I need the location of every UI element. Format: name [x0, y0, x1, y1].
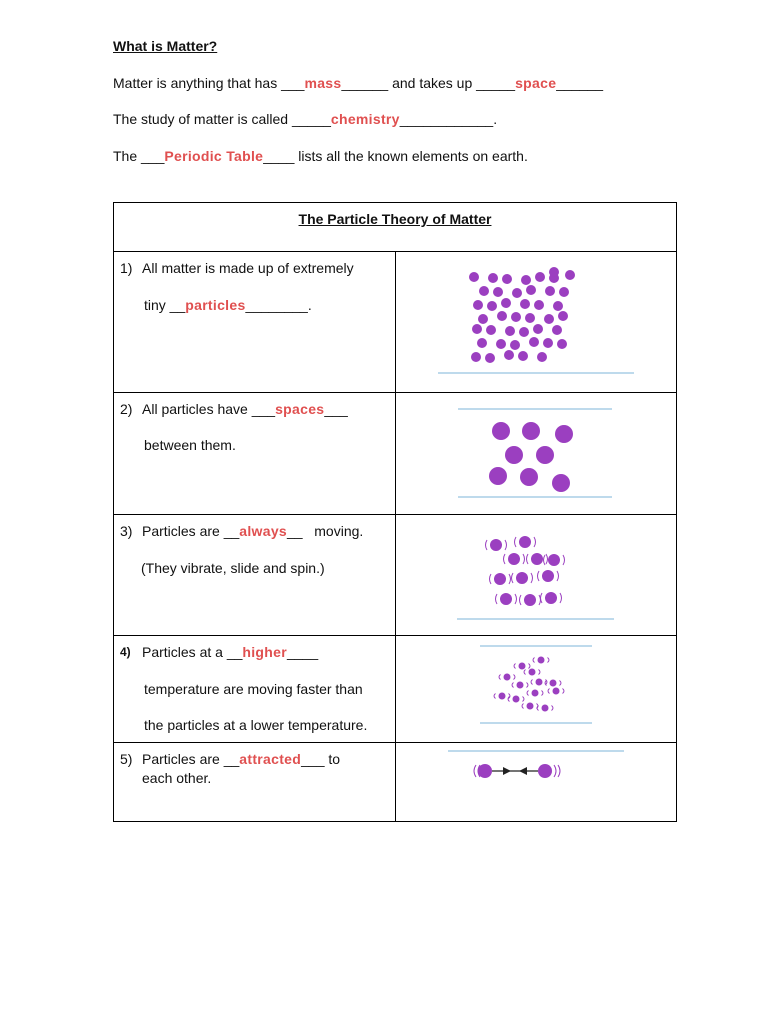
particle — [518, 351, 528, 361]
text: __ moving. — [287, 523, 364, 539]
particle — [537, 352, 547, 362]
particle — [512, 288, 522, 298]
particle — [518, 663, 525, 670]
text: ___ — [324, 401, 348, 417]
diagram-cell — [395, 743, 677, 822]
fast-particles-diagram — [396, 636, 677, 743]
particle-cluster — [494, 657, 564, 712]
particle — [478, 764, 492, 778]
dense-particles-diagram — [396, 252, 677, 393]
particle — [486, 325, 496, 335]
particle — [490, 539, 502, 551]
particle — [552, 325, 562, 335]
statement-number: 1) — [120, 260, 133, 276]
text: Particles are __ — [142, 523, 240, 539]
particle — [535, 679, 542, 686]
statement-cell — [114, 393, 396, 515]
particle — [534, 300, 544, 310]
statement-text — [142, 523, 363, 539]
particle — [485, 353, 495, 363]
particle — [479, 286, 489, 296]
statement-text: each other. — [142, 770, 212, 786]
particle — [531, 553, 543, 565]
statement-number: 5) — [120, 751, 133, 767]
particle — [498, 693, 505, 700]
text: Matter is anything that has ___ — [113, 75, 305, 91]
particle — [469, 272, 479, 282]
particle — [548, 554, 560, 566]
particle — [559, 287, 569, 297]
particle — [520, 468, 538, 486]
table-row — [114, 515, 677, 636]
statement-cell — [114, 636, 396, 743]
particle — [535, 272, 545, 282]
statement-number: 4) — [120, 645, 131, 659]
answer-spaces: spaces — [275, 401, 325, 417]
particle — [471, 352, 481, 362]
statement-cell — [114, 515, 396, 636]
particle — [488, 273, 498, 283]
particle — [512, 696, 519, 703]
particle — [487, 301, 497, 311]
particle — [492, 422, 510, 440]
particle — [553, 301, 563, 311]
particle — [473, 300, 483, 310]
particle — [497, 311, 507, 321]
particle — [555, 425, 573, 443]
particle — [521, 275, 531, 285]
diagram-cell — [395, 515, 677, 636]
answer-mass: mass — [304, 75, 342, 91]
particle — [549, 267, 559, 277]
particle — [478, 314, 488, 324]
page-heading: What is Matter? — [113, 38, 218, 54]
answer-chemistry: chemistry — [330, 111, 400, 127]
statement-cell — [114, 252, 396, 393]
particle — [565, 270, 575, 280]
text: ________. — [245, 297, 312, 313]
vibration-marks — [554, 765, 560, 777]
statement-text — [144, 297, 312, 313]
table-row — [114, 743, 677, 822]
particle — [494, 573, 506, 585]
text: ____ — [286, 644, 319, 660]
periodic-table-line — [113, 148, 528, 164]
statement-cell — [114, 743, 396, 822]
statement-text: between them. — [144, 437, 236, 453]
particle — [542, 570, 554, 582]
text: All particles have ___ — [142, 401, 276, 417]
answer-space: space — [515, 75, 557, 91]
arrow-left-icon — [519, 767, 527, 775]
table-row — [114, 252, 677, 393]
particle — [505, 326, 515, 336]
table-title: The Particle Theory of Matter — [298, 211, 492, 227]
particle — [543, 338, 553, 348]
particle — [505, 446, 523, 464]
text: Particles are __ — [142, 751, 240, 767]
text: tiny __ — [144, 297, 186, 313]
particle — [544, 314, 554, 324]
text: ______ — [556, 75, 603, 91]
diagram-cell — [395, 393, 677, 515]
particle — [489, 467, 507, 485]
particle — [472, 324, 482, 334]
particle — [500, 593, 512, 605]
particle — [537, 657, 544, 664]
particle — [508, 553, 520, 565]
particle — [511, 312, 521, 322]
text: The study of matter is called _____ — [113, 111, 331, 127]
particle — [552, 474, 570, 492]
text: ____________. — [399, 111, 498, 127]
text: ______ and takes up _____ — [341, 75, 516, 91]
diagram-cell — [395, 636, 677, 743]
attraction-diagram — [396, 743, 677, 822]
statement-text: the particles at a lower temperature. — [144, 717, 368, 733]
particle — [526, 703, 533, 710]
table-row — [114, 636, 677, 743]
particle — [504, 350, 514, 360]
text: The ___ — [113, 148, 165, 164]
particle — [525, 313, 535, 323]
text: ___ to — [301, 751, 341, 767]
particle — [519, 327, 529, 337]
particle — [526, 285, 536, 295]
particle — [545, 286, 555, 296]
particle — [496, 339, 506, 349]
particle-theory-table — [113, 202, 677, 822]
answer-periodic-table: Periodic Table — [164, 148, 264, 164]
statement-number: 3) — [120, 523, 133, 539]
particle — [522, 422, 540, 440]
particle — [503, 674, 510, 681]
particle — [502, 274, 512, 284]
answer-always: always — [239, 523, 288, 539]
answer-higher: higher — [242, 644, 287, 660]
particle — [529, 337, 539, 347]
text: Particles at a __ — [142, 644, 243, 660]
text: ____ lists all the known elements on earth. — [263, 148, 528, 164]
statement-text — [142, 401, 348, 417]
particle — [552, 688, 559, 695]
particle — [538, 764, 552, 778]
particle — [533, 324, 543, 334]
matter-definition-line — [113, 75, 603, 91]
statement-text: temperature are moving faster than — [144, 681, 363, 697]
particle — [558, 311, 568, 321]
vibrating-particles-diagram — [396, 515, 677, 636]
answer-particles: particles — [185, 297, 246, 313]
particle — [501, 298, 511, 308]
study-of-matter-line — [113, 111, 497, 127]
statement-text — [142, 644, 318, 660]
particle — [545, 592, 557, 604]
particle — [531, 690, 538, 697]
statement-text: (They vibrate, slide and spin.) — [141, 560, 325, 576]
answer-attracted: attracted — [239, 751, 302, 767]
particle-cluster — [485, 536, 564, 606]
particle-cluster — [469, 267, 575, 363]
table-title-cell — [114, 203, 677, 252]
particle — [519, 536, 531, 548]
statement-text — [142, 751, 340, 767]
statement-number: 2) — [120, 401, 133, 417]
statement-text: All matter is made up of extremely — [142, 260, 354, 276]
particle — [516, 682, 523, 689]
diagram-cell — [395, 252, 677, 393]
particle — [516, 572, 528, 584]
particle — [528, 669, 535, 676]
particle — [536, 446, 554, 464]
particle — [557, 339, 567, 349]
particle — [549, 680, 556, 687]
particle-cluster — [489, 422, 573, 492]
particle — [493, 287, 503, 297]
particle — [541, 705, 548, 712]
particle — [524, 594, 536, 606]
particle — [520, 299, 530, 309]
arrow-right-icon — [503, 767, 511, 775]
table-row — [114, 393, 677, 515]
spaced-particles-diagram — [396, 393, 677, 515]
particle — [477, 338, 487, 348]
particle — [510, 340, 520, 350]
